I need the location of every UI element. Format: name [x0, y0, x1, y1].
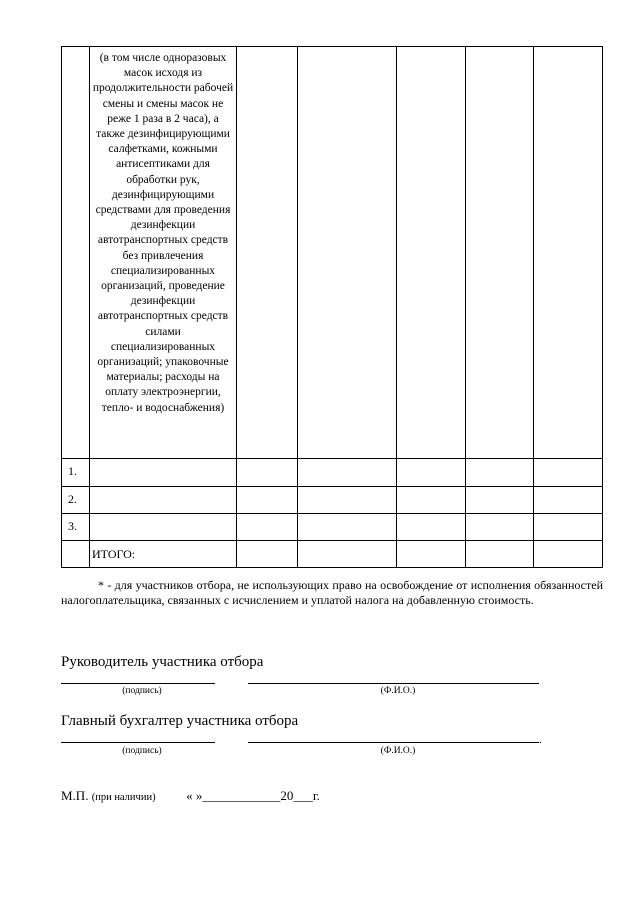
table-cell — [237, 47, 298, 459]
row-number: 2. — [62, 487, 90, 514]
head-name-caption: (Ф.И.О.) — [380, 686, 416, 696]
table-cell — [298, 514, 397, 541]
table-cell — [298, 459, 397, 487]
table-row — [62, 541, 603, 568]
accountant-signature-line — [61, 742, 215, 743]
table-cell — [397, 47, 466, 459]
table-cell — [397, 514, 466, 541]
table-cell — [466, 459, 534, 487]
table-cell — [466, 541, 534, 568]
table-cell — [466, 47, 534, 459]
table-cell — [397, 487, 466, 514]
table-cell — [534, 47, 603, 459]
accountant-sign-caption: (подпись) — [122, 746, 162, 756]
row-number: 1. — [62, 459, 90, 487]
table-cell — [466, 514, 534, 541]
table-cell — [534, 541, 603, 568]
table-cell — [237, 514, 298, 541]
footnote: * - для участников отбора, не использующих право на освобождение от исполнения обязанностей налогоплательщика, связанных с исчислением и уплатой налога на добавленную стоимость. — [61, 578, 603, 607]
accountant-signature-title: Главный бухгалтер участника отбора — [61, 713, 299, 729]
table-cell — [298, 47, 397, 459]
row-label — [90, 514, 237, 541]
stamp-line — [61, 788, 320, 804]
head-sign-caption: (подпись) — [122, 686, 162, 696]
head-signature-line — [61, 683, 215, 684]
head-signature-title: Руководитель участника отбора — [61, 654, 264, 670]
stamp-label: М.П. — [61, 788, 89, 803]
expense-description: (в том числе одноразовых масок исходя из продолжительности рабочей смены и смены масок не реже 1 раза в 2 часа), а также дезинфицирующими салфетками, кожными антисептиками для обработки рук, дезинфицирующими средствами для проведения дезинфекции автотранспортных средств без привлечения специализированных организаций, проведение дезинфекции автотранспортных средств силами специализированных организаций; упаковочные материалы; расходы на оплату электроэнергии, тепло- и водоснабжения) — [90, 47, 237, 459]
table-cell — [534, 514, 603, 541]
table-cell — [237, 487, 298, 514]
table-cell — [298, 541, 397, 568]
table-row — [62, 459, 603, 487]
accountant-name-line — [248, 742, 539, 743]
table-cell — [237, 541, 298, 568]
head-name-line — [248, 683, 539, 684]
accountant-name-caption: (Ф.И.О.) — [380, 746, 416, 756]
table-cell — [397, 541, 466, 568]
trailing-dot: . — [539, 732, 542, 746]
row-label — [90, 487, 237, 514]
row-number: 3. — [62, 514, 90, 541]
row-number — [62, 541, 90, 568]
table-cell — [466, 487, 534, 514]
date-field: « »____________20___г. — [186, 788, 320, 803]
table-cell — [237, 459, 298, 487]
table-row — [62, 47, 603, 459]
total-label: ИТОГО: — [90, 541, 237, 568]
table-cell — [397, 459, 466, 487]
stamp-note: (при наличии) — [91, 792, 156, 803]
expense-table — [61, 46, 603, 568]
row-label — [90, 459, 237, 487]
table-row — [62, 514, 603, 541]
table-row — [62, 487, 603, 514]
table-cell — [534, 487, 603, 514]
table-cell — [534, 459, 603, 487]
table-cell — [298, 487, 397, 514]
table-cell — [62, 47, 90, 459]
